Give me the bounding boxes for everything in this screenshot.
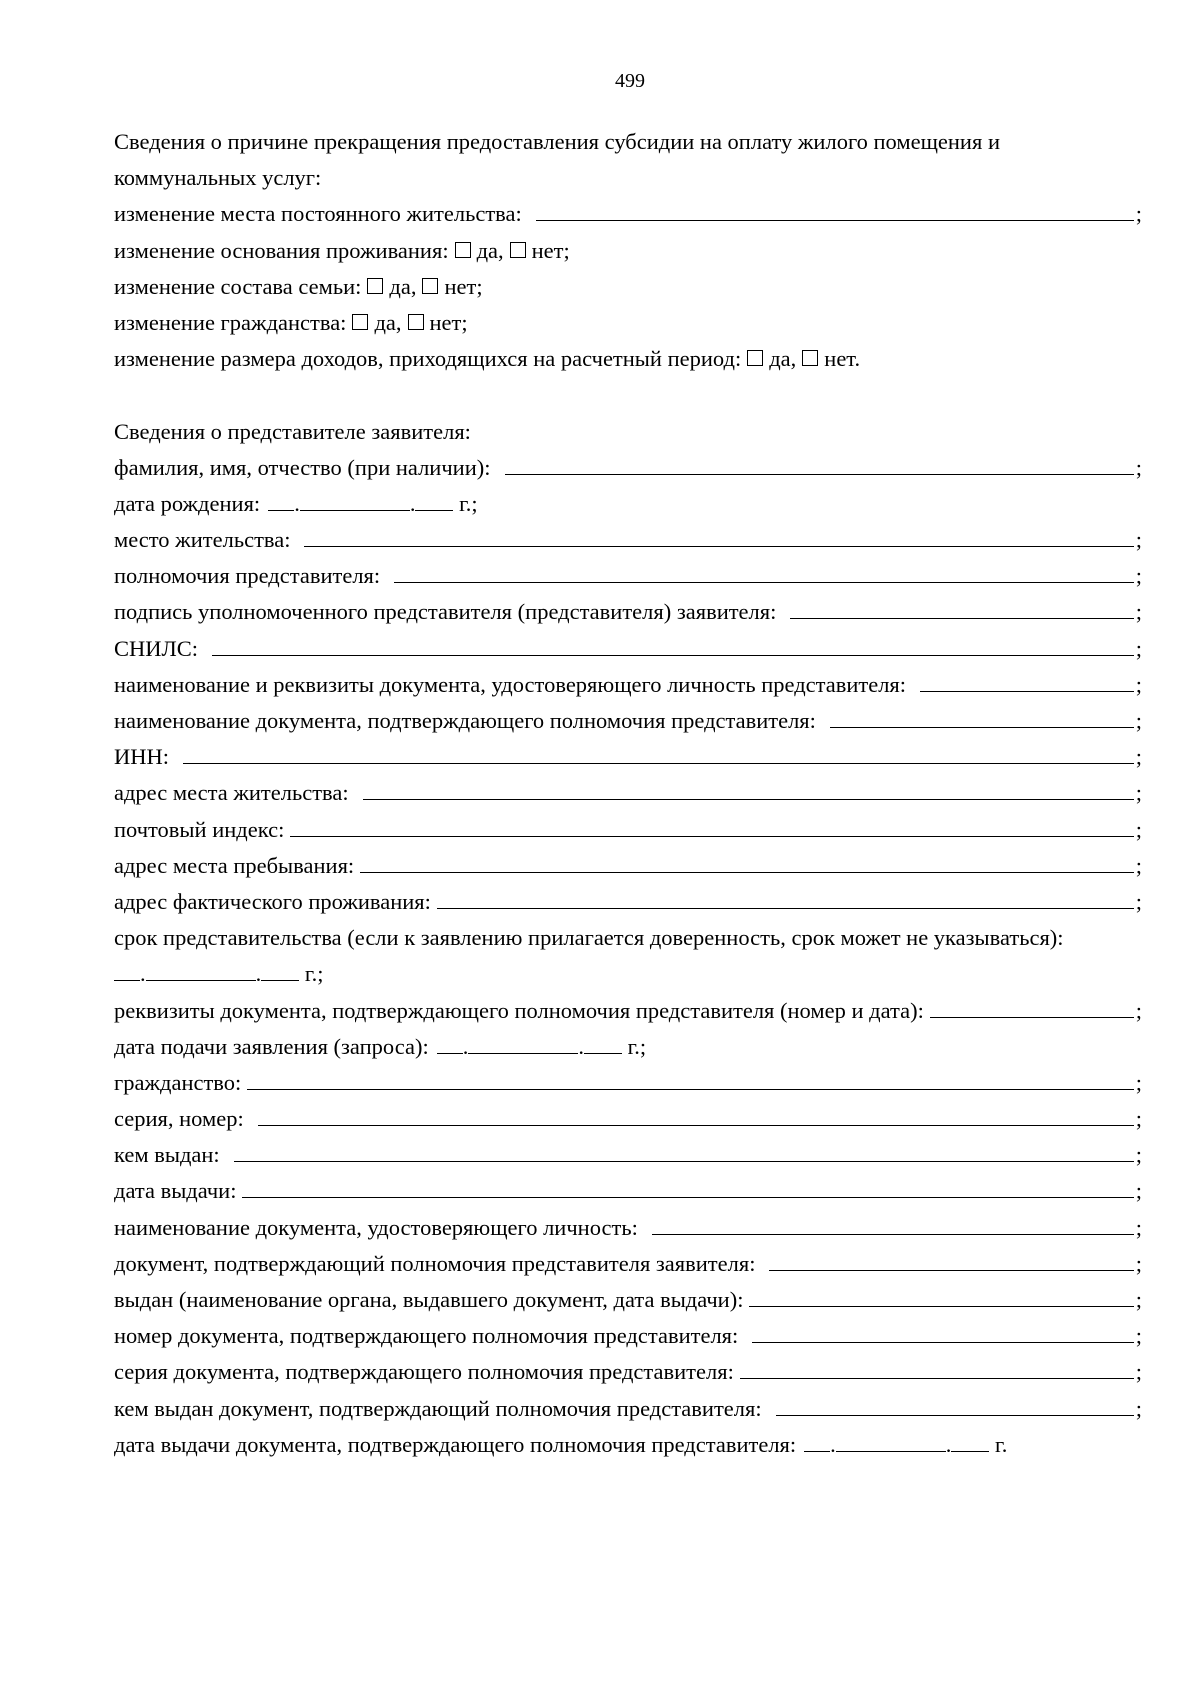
actual-address-label: адрес фактического проживания:: [114, 888, 431, 914]
semicolon: ;: [1135, 635, 1142, 661]
identity-document-name-row: [114, 1210, 1142, 1246]
no-label: нет;: [429, 309, 468, 335]
postal-code-row: [114, 812, 1142, 848]
snils-row: [114, 631, 1142, 667]
citizenship-label: гражданство:: [114, 1069, 242, 1095]
series-number-label: серия, номер:: [114, 1106, 244, 1132]
year-suffix: г.: [995, 1431, 1008, 1457]
issue-date-label: дата выдачи:: [114, 1178, 237, 1204]
checkbox-no[interactable]: [802, 350, 818, 366]
authority-doc-number-field[interactable]: [752, 1321, 1133, 1343]
checkbox-no[interactable]: [510, 242, 526, 258]
authority-doc-issuer-field[interactable]: [776, 1394, 1134, 1416]
citizenship-row: [114, 1065, 1142, 1101]
authority-doc-issue-date-label: дата выдачи документа, подтверждающего полномочия представителя:: [114, 1431, 797, 1457]
checkbox-yes[interactable]: [367, 278, 383, 294]
term-date-field[interactable]: [114, 956, 323, 992]
submission-date-row: [114, 1029, 1142, 1065]
postal-code-field[interactable]: [290, 815, 1133, 837]
issued-authority-field[interactable]: [749, 1285, 1133, 1307]
checkbox-no[interactable]: [408, 314, 424, 330]
authority-doc-issue-date-field[interactable]: [804, 1427, 1007, 1463]
semicolon: ;: [1135, 744, 1142, 770]
powers-document-details-row: [114, 993, 1142, 1029]
authority-doc-number-row: [114, 1318, 1142, 1354]
dot: .: [255, 961, 262, 987]
series-number-field[interactable]: [258, 1104, 1134, 1126]
semicolon: ;: [1135, 1142, 1142, 1168]
full-name-label: фамилия, имя, отчество (при наличии):: [114, 454, 491, 480]
semicolon: ;: [1135, 201, 1142, 227]
postal-code-label: почтовый индекс:: [114, 816, 285, 842]
residence-label: место жительства:: [114, 527, 291, 553]
no-label: нет;: [531, 237, 570, 263]
id-document-row: [114, 667, 1142, 703]
semicolon: ;: [1135, 1359, 1142, 1385]
issued-authority-row: [114, 1282, 1142, 1318]
citizenship-field[interactable]: [247, 1068, 1133, 1090]
residence-change-field[interactable]: [536, 199, 1134, 221]
citizenship-change-row: [114, 305, 1142, 341]
id-document-field[interactable]: [920, 670, 1134, 692]
submission-date-field[interactable]: [437, 1029, 646, 1065]
yes-label: да,: [476, 237, 504, 263]
stay-address-row: [114, 848, 1142, 884]
issued-by-label: кем выдан:: [114, 1142, 220, 1168]
yes-label: да,: [389, 273, 417, 299]
semicolon: ;: [1135, 852, 1142, 878]
actual-address-row: [114, 884, 1142, 920]
dot: .: [462, 1033, 469, 1059]
income-change-row: [114, 341, 1142, 377]
id-document-label: наименование и реквизиты документа, удостоверяющего личность представителя:: [114, 671, 907, 697]
representative-heading: Сведения о представителе заявителя:: [114, 418, 471, 444]
signature-row: [114, 594, 1142, 630]
authority-doc-number-label: номер документа, подтверждающего полномочия представителя:: [114, 1323, 739, 1349]
checkbox-yes[interactable]: [455, 242, 471, 258]
birth-date-row: [114, 486, 1142, 522]
issued-authority-label: выдан (наименование органа, выдавшего документ, дата выдачи):: [114, 1287, 744, 1312]
inn-field[interactable]: [183, 742, 1134, 764]
residence-address-row: [114, 775, 1142, 811]
checkbox-yes[interactable]: [352, 314, 368, 330]
authority-doc-issue-date-row: [114, 1427, 1142, 1463]
term-date-row: [114, 956, 1142, 992]
semicolon: ;: [1135, 1106, 1142, 1132]
authority-doc-series-field[interactable]: [740, 1357, 1134, 1379]
semicolon: ;: [1135, 1214, 1142, 1240]
semicolon: ;: [1135, 671, 1142, 697]
inn-label: ИНН:: [114, 744, 169, 770]
semicolon: ;: [1135, 1323, 1142, 1349]
dot: .: [409, 490, 416, 516]
month-blank[interactable]: [468, 1033, 578, 1054]
issued-by-row: [114, 1137, 1142, 1173]
powers-document-name-label: наименование документа, подтверждающего полномочия представителя:: [114, 708, 816, 733]
powers-document-details-label: реквизиты документа, подтверждающего полномочия представителя (номер и дата):: [114, 997, 924, 1023]
semicolon: ;: [1135, 816, 1142, 842]
no-label: нет.: [824, 346, 861, 372]
yes-label: да,: [769, 346, 797, 372]
semicolon: ;: [1135, 454, 1142, 480]
authority-document-row: [114, 1246, 1142, 1282]
termination-heading: Сведения о причине прекращения предоставления субсидии на оплату жилого помещения и: [114, 129, 1000, 154]
family-change-label: изменение состава семьи:: [114, 273, 362, 299]
semicolon: ;: [1135, 1395, 1142, 1421]
semicolon: ;: [1135, 1069, 1142, 1095]
semicolon: ;: [1135, 997, 1142, 1023]
semicolon: ;: [1135, 1250, 1142, 1276]
section-spacer: [114, 377, 1142, 413]
stay-address-label: адрес места пребывания:: [114, 852, 355, 878]
family-change-row: [114, 269, 1142, 305]
identity-document-name-field[interactable]: [652, 1213, 1134, 1235]
powers-field[interactable]: [394, 561, 1134, 583]
inn-row: [114, 739, 1142, 775]
authority-doc-series-label: серия документа, подтверждающего полномочия представителя:: [114, 1359, 734, 1385]
snils-label: СНИЛС:: [114, 635, 199, 661]
page-number: 499: [615, 70, 645, 92]
authority-doc-series-row: [114, 1354, 1142, 1390]
month-blank[interactable]: [300, 490, 410, 511]
submission-date-label: дата подачи заявления (запроса):: [114, 1033, 429, 1059]
authority-doc-issuer-label: кем выдан документ, подтверждающий полномочия представителя:: [114, 1395, 762, 1421]
dot: .: [945, 1431, 952, 1457]
semicolon: ;: [1135, 1178, 1142, 1204]
snils-field[interactable]: [212, 634, 1134, 656]
year-blank[interactable]: [261, 960, 299, 981]
termination-heading-cont: коммунальных услуг:: [114, 165, 322, 191]
dot: .: [140, 961, 146, 987]
year-suffix: г.;: [304, 961, 324, 987]
termination-heading-line1: [114, 124, 1142, 160]
income-change-label: изменение размера доходов, приходящихся на расчетный период:: [114, 346, 742, 372]
citizenship-change-label: изменение гражданства:: [114, 309, 347, 335]
year-blank[interactable]: [584, 1033, 622, 1054]
full-name-row: [114, 450, 1142, 486]
signature-label: подпись уполномоченного представителя (представителя) заявителя:: [114, 599, 777, 625]
powers-document-name-field[interactable]: [830, 706, 1134, 728]
year-blank[interactable]: [415, 490, 453, 511]
birth-date-field[interactable]: [268, 486, 477, 522]
month-blank[interactable]: [836, 1431, 946, 1452]
residence-change-label: изменение места постоянного жительства:: [114, 201, 522, 227]
issue-date-row: [114, 1173, 1142, 1209]
residence-change-row: [114, 196, 1142, 232]
full-name-field[interactable]: [505, 453, 1134, 475]
term-row: [114, 920, 1142, 956]
issued-by-field[interactable]: [234, 1140, 1134, 1162]
authority-document-label: документ, подтверждающий полномочия представителя заявителя:: [114, 1250, 756, 1276]
authority-document-field[interactable]: [769, 1249, 1133, 1271]
powers-document-details-field[interactable]: [930, 996, 1134, 1018]
checkbox-no[interactable]: [422, 278, 438, 294]
year-blank[interactable]: [951, 1431, 989, 1452]
day-blank[interactable]: [437, 1033, 463, 1054]
residence-address-label: адрес места жительства:: [114, 780, 349, 806]
semicolon: ;: [1135, 888, 1142, 914]
identity-document-name-label: наименование документа, удостоверяющего личность:: [114, 1214, 638, 1240]
representative-heading-row: [114, 414, 1142, 450]
residence-field[interactable]: [304, 525, 1133, 547]
termination-heading-line2: [114, 160, 1142, 196]
semicolon: ;: [1135, 527, 1142, 553]
powers-label: полномочия представителя:: [114, 563, 381, 589]
powers-row: [114, 558, 1142, 594]
birth-date-label: дата рождения:: [114, 490, 261, 516]
year-suffix: г.;: [459, 490, 478, 516]
year-suffix: г.;: [627, 1033, 647, 1059]
residence-row: [114, 522, 1142, 558]
semicolon: ;: [1135, 563, 1142, 589]
day-blank[interactable]: [268, 490, 294, 511]
semicolon: ;: [1135, 708, 1142, 733]
basis-change-row: [114, 233, 1142, 269]
checkbox-yes[interactable]: [747, 350, 763, 366]
no-label: нет;: [444, 273, 483, 299]
basis-change-label: изменение основания проживания:: [114, 237, 449, 263]
semicolon: ;: [1135, 599, 1142, 625]
day-blank[interactable]: [114, 960, 140, 981]
powers-document-name-row: [114, 703, 1142, 739]
authority-doc-issuer-row: [114, 1391, 1142, 1427]
month-blank[interactable]: [146, 960, 256, 981]
issue-date-field[interactable]: [242, 1176, 1133, 1198]
actual-address-field[interactable]: [437, 887, 1134, 909]
yes-label: да,: [374, 309, 402, 335]
term-label: срок представительства (если к заявлению прилагается доверенность, срок может не указываться):: [114, 925, 1064, 951]
signature-field[interactable]: [790, 597, 1133, 619]
dot: .: [578, 1033, 584, 1059]
dot: .: [830, 1431, 836, 1457]
semicolon: ;: [1135, 1287, 1142, 1312]
dot: .: [294, 490, 300, 516]
series-number-row: [114, 1101, 1142, 1137]
form-content: [114, 124, 1142, 1463]
day-blank[interactable]: [804, 1431, 830, 1452]
stay-address-field[interactable]: [360, 851, 1134, 873]
semicolon: ;: [1135, 780, 1142, 806]
residence-address-field[interactable]: [363, 778, 1134, 800]
